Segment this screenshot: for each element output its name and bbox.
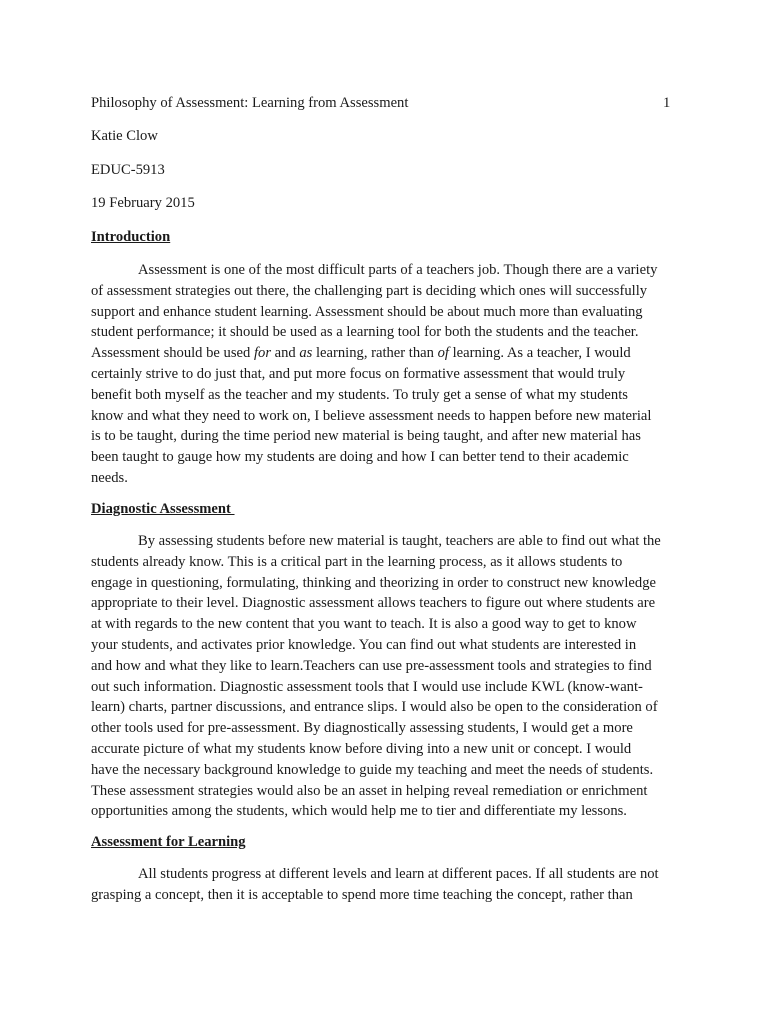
section-heading-introduction: Introduction (91, 229, 171, 245)
document-date: 19 February 2015 (91, 195, 195, 211)
document-title: Philosophy of Assessment: Learning from Assessment (91, 95, 409, 111)
section-heading-diagnostic: Diagnostic Assessment (91, 501, 235, 517)
paragraph-line: know and what they need to work on, I believe assessment needs to happen before new material (91, 407, 652, 424)
paragraph-line: grasping a concept, then it is acceptable to spend more time teaching the concept, rather than (91, 886, 633, 903)
paragraph-line: is to be taught, during the time period new material is being taught, and after new material has (91, 428, 641, 445)
paragraph-line: opportunities among the students, which would help me to tier and differentiate my lessons. (91, 803, 627, 820)
text-run: learning, rather than (312, 345, 438, 362)
course-code: EDUC-5913 (91, 162, 165, 178)
paragraph-line: of assessment strategies out there, the challenging part is deciding which ones will successfully (91, 282, 648, 299)
paragraph-line: Assessment is one of the most difficult parts of a teachers job. Though there are a variety (138, 262, 658, 278)
paragraph-line: benefit both myself as the teacher and my students. To truly get a sense of what my students (91, 386, 628, 403)
paragraph-line: All students progress at different levels and learn at different paces. If all students are not (138, 866, 659, 882)
author-name: Katie Clow (91, 128, 158, 144)
paragraph-line: certainly strive to do just that, and put more focus on formative assessment that would truly (91, 365, 626, 382)
paragraph-line: have the necessary background knowledge to guide my teaching and meet the needs of students. (91, 761, 654, 778)
paragraph-introduction (91, 260, 681, 489)
paragraph-line: These assessment strategies would also be an asset in helping reveal remediation or enrichment (91, 782, 648, 799)
page-number: 1 (663, 95, 671, 111)
paragraph-line: accurate picture of what my students know before diving into a new unit or concept. I would (91, 740, 632, 757)
paragraph-line: learn) charts, partner discussions, and entrance slips. I would also be open to the consideration of (91, 699, 658, 716)
paragraph-line: student performance; it should be used as a learning tool for both the students and the teacher. (91, 324, 639, 341)
paragraph-line: By assessing students before new material is taught, teachers are able to find out what the (138, 533, 661, 549)
section-heading-assessment-for-learning: Assessment for Learning (91, 834, 246, 850)
paragraph-line: out such information. Diagnostic assessment tools that I would use include KWL (know-want- (91, 678, 643, 695)
paragraph-line-mixed (91, 343, 681, 364)
text-run: learning. As a teacher, I would (448, 345, 631, 362)
emphasis-of: of (437, 345, 449, 362)
text-run: and (271, 345, 300, 362)
paragraph-line: engage in questioning, formulating, thinking and theorizing in order to construct new knowledge (91, 574, 656, 591)
paragraph-line: other tools used for pre-assessment. By diagnostically assessing students, I would get a more (91, 720, 633, 737)
paragraph-line: been taught to gauge how my students are doing and how I can better tend to their academic (91, 449, 629, 466)
paragraph-line: appropriate to their level. Diagnostic assessment allows teachers to figure out where students are (91, 595, 656, 612)
emphasis-as: as (299, 345, 313, 362)
paragraph-line: support and enhance student learning. Assessment should be about much more than evaluating (91, 303, 643, 320)
paragraph-diagnostic (91, 531, 681, 822)
paragraph-assessment-for-learning (91, 864, 681, 906)
paragraph-line: at with regards to the new content that you want to teach. It is also a good way to get to know (91, 616, 637, 633)
paragraph-line: students already know. This is a critical part in the learning process, as it allows students to (91, 553, 623, 570)
emphasis-for: for (253, 345, 271, 362)
paragraph-line: your students, and activates prior knowledge. You can find out what students are interested in (91, 636, 637, 653)
paragraph-line: needs. (91, 469, 128, 486)
text-run: Assessment should be used (91, 345, 254, 362)
paragraph-line: and how and what they like to learn.Teachers can use pre-assessment tools and strategies to find (91, 657, 652, 674)
